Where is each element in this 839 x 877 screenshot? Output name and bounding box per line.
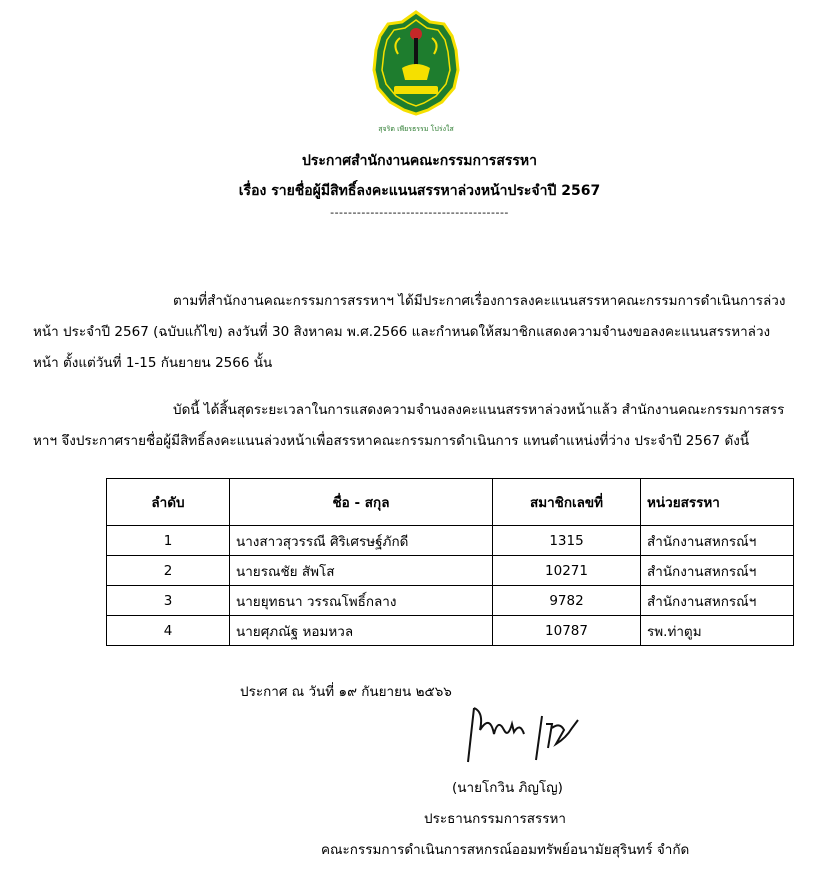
cell-name: นางสาวสุวรรณี ศิริเศรษฐ์ภักดี [230, 526, 493, 556]
table-row [107, 616, 794, 646]
cell-unit: รพ.ท่าตูม [641, 616, 794, 646]
cell-member-no: 10271 [493, 556, 641, 586]
col-header-unit: หน่วยสรรหา [641, 479, 794, 526]
table-row [107, 556, 794, 586]
table-row [107, 586, 794, 616]
announcement-title: ประกาศสำนักงานคณะกรรมการสรรหา [301, 153, 538, 169]
cell-order: 2 [107, 556, 230, 586]
organization-name: คณะกรรมการดำเนินการสหกรณ์ออมทรัพย์อนามัยสุรินทร์ จำกัด [321, 842, 690, 858]
cell-unit: สำนักงานสหกรณ์ฯ [641, 526, 794, 556]
cell-order: 1 [107, 526, 230, 556]
handwritten-signature [460, 704, 590, 766]
cell-member-no: 10787 [493, 616, 641, 646]
paragraph-2-text: บัดนี้ ได้สิ้นสุดระยะเวลาในการแสดงความจำนงลงคะแนนสรรหาล่วงหน้าแล้ว สำนักงานคณะกรรมการสรรหาฯ จึงประกาศรายชื่อผู้มีสิทธิ์ลงคะแนนล่วงหน้าเพื่อสรรหาคณะกรรมการดำเนินการ แทนตำแหน่งที่ว่าง ประจำปี 2567 ดังนี้ [33, 402, 785, 449]
cell-name: นายยุทธนา วรรณโพธิ์กลาง [230, 586, 493, 616]
cell-name: นายรณชัย สัพโส [230, 556, 493, 586]
cell-member-no: 9782 [493, 586, 641, 616]
col-header-member-no: สมาชิกเลขที่ [493, 479, 641, 526]
table-row [107, 526, 794, 556]
cell-unit: สำนักงานสหกรณ์ฯ [641, 586, 794, 616]
title-divider: ---------------------------------------- [330, 206, 509, 219]
cell-order: 4 [107, 616, 230, 646]
logo-motto: สุจริต เพียรธรรม โปร่งใส [378, 125, 454, 133]
paragraph-2 [33, 395, 795, 457]
cooperative-logo [372, 10, 460, 116]
cell-member-no: 1315 [493, 526, 641, 556]
col-header-name: ชื่อ - สกุล [230, 479, 493, 526]
col-header-order: ลำดับ [107, 479, 230, 526]
announcement-date: ประกาศ ณ วันที่ ๑๙ กันยายน ๒๕๖๖ [240, 684, 452, 700]
cell-name: นายศุภณัฐ หอมหวล [230, 616, 493, 646]
cell-unit: สำนักงานสหกรณ์ฯ [641, 556, 794, 586]
table-header-row [107, 479, 794, 526]
signer-name: (นายโกวิน ภิญโญ) [452, 780, 563, 796]
voter-table [106, 478, 794, 646]
paragraph-1 [33, 286, 795, 379]
cell-order: 3 [107, 586, 230, 616]
signer-position: ประธานกรรมการสรรหา [424, 811, 566, 827]
paragraph-1-text: ตามที่สำนักงานคณะกรรมการสรรหาฯ ได้มีประกาศเรื่องการลงคะแนนสรรหาคณะกรรมการดำเนินการล่วงหน้า ประจำปี 2567 (ฉบับแก้ไข) ลงวันที่ 30 สิงหาคม พ.ศ.2566 และกำหนดให้สมาชิกแสดงความจำนงขอลงคะแนนสรรหาล่วงหน้า ตั้งแต่วันที่ 1-15 กันยายน 2566 นั้น [33, 293, 786, 371]
announcement-subject: เรื่อง รายชื่อผู้มีสิทธิ์ลงคะแนนสรรหาล่วงหน้าประจำปี 2567 [238, 183, 601, 199]
